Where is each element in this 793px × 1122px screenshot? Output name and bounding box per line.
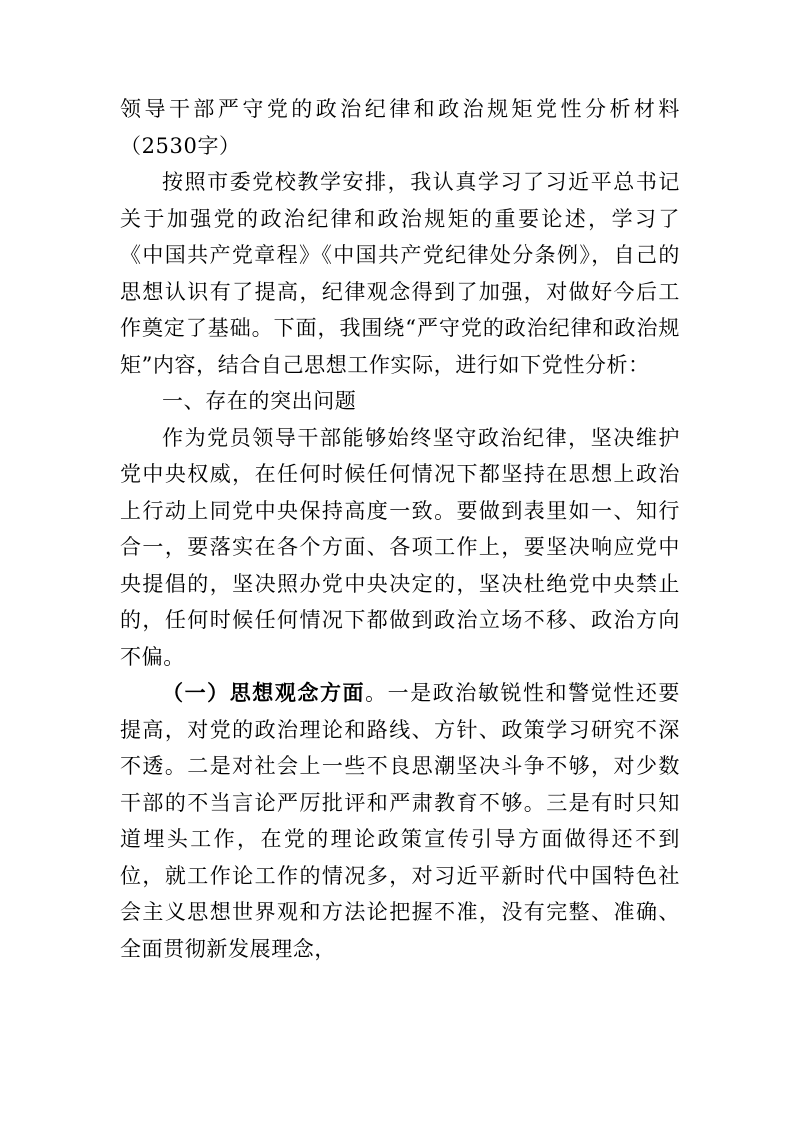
document-title: 领导干部严守党的政治纪律和政治规矩党性分析材料（2530字） [120, 97, 680, 158]
section-heading: 一、存在的突出问题 [162, 389, 357, 413]
section-paragraph: 作为党员领导干部能够始终坚守政治纪律，坚决维护党中央权威，在任何时候任何情况下都坚持在思想上政治上行动上同党中央保持高度一致。要做到表里如一、知行合一，要落实在各个方面、各项工作上，要坚决响应党中央提倡的，坚决照办党中央决定的，坚决杜绝党中央禁止的，任何时候任何情况下都做到政治立场不移、政治方向不偏。 [120, 425, 680, 669]
subsection-heading: （一）思想观念方面 [162, 680, 366, 705]
subsection-body: 。一是政治敏锐性和警觉性还要提高，对党的政治理论和路线、方针、政策学习研究不深不透。二是对社会上一些不良思潮坚决斗争不够，对少数干部的不当言论严厉批评和严肃教育不够。三是有时只知道埋头工作，在党的理论政策宣传引导方面做得还不到位，就工作论工作的情况多，对习近平新时代中国特色社会主义思想世界观和方法论把握不准，没有完整、准确、全面贯彻新发展理念， [120, 681, 680, 961]
subsection-paragraph [120, 675, 680, 967]
document-body [120, 91, 680, 967]
intro-paragraph: 按照市委党校教学安排，我认真学习了习近平总书记关于加强党的政治纪律和政治规矩的重要论述，学习了《中国共产党章程》《中国共产党纪律处分条例》，自己的思想认识有了提高，纪律观念得到了加强，对做好今后工作奠定了基础。下面，我围绕“严守党的政治纪律和政治规矩”内容，结合自己思想工作实际，进行如下党性分析： [120, 170, 680, 377]
